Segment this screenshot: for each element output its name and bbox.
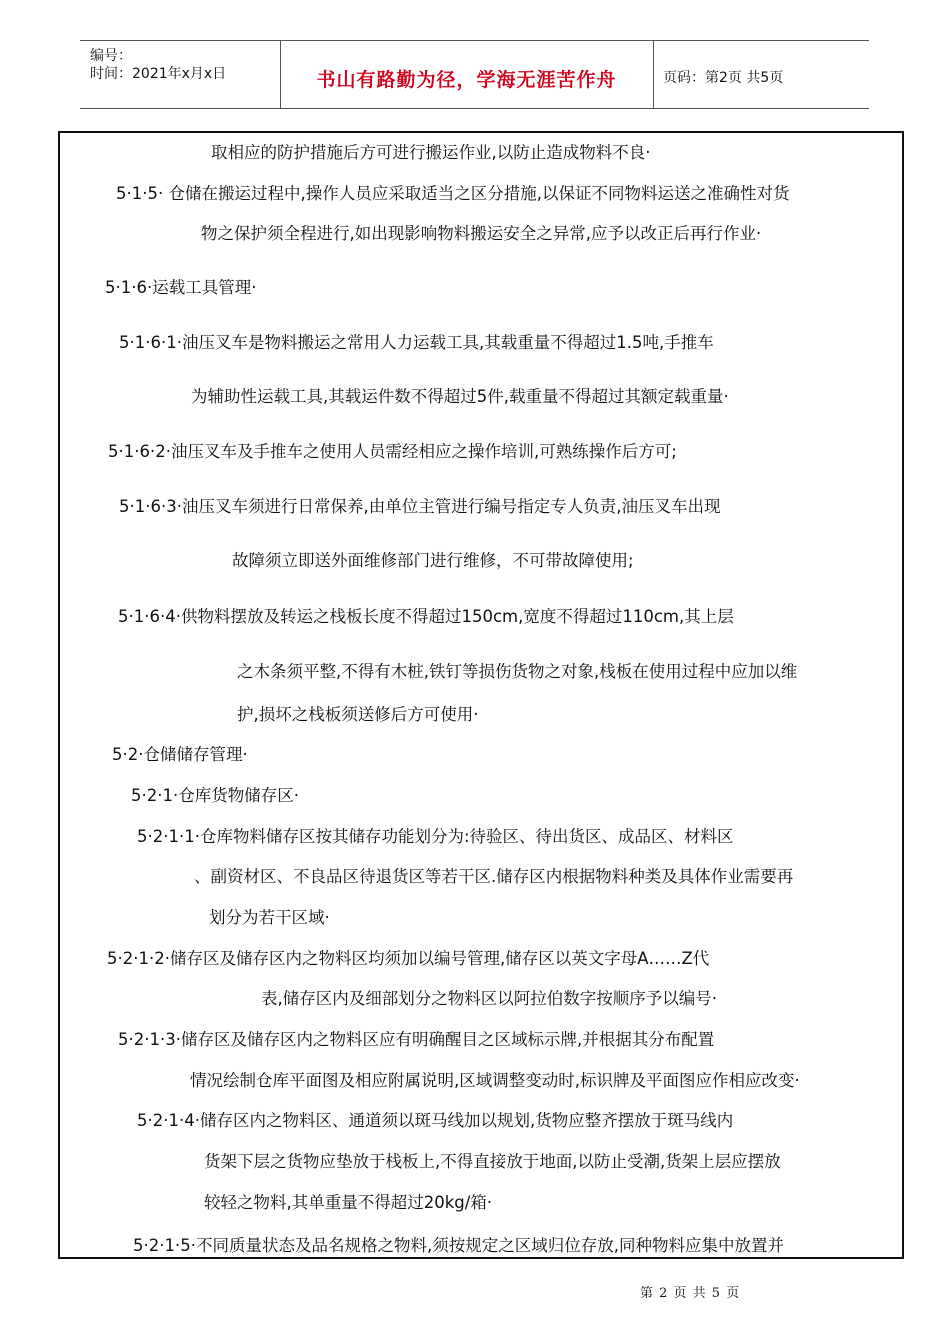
body-line: 物之保护须全程进行,如出现影响物料搬运安全之异常,应予以改正后再行作业· [201, 224, 762, 243]
body-line: 为辅助性运载工具,其载运件数不得超过5件,载重量不得超过其额定载重量· [191, 387, 729, 406]
body-line: 5·1·6·4·供物料摆放及转运之栈板长度不得超过150cm,宽度不得超过110cm,其上层 [118, 607, 734, 626]
page-footer: 第 2 页 共 5 页 [640, 1286, 741, 1301]
header-page-cell [653, 41, 869, 108]
body-line: 取相应的防护措施后方可进行搬运作业,以防止造成物料不良· [211, 143, 651, 162]
header-motto-cell [280, 41, 654, 108]
body-line: 5·2·1·3·储存区及储存区内之物料区应有明确醒目之区域标示牌,并根据其分布配置 [118, 1030, 715, 1049]
body-line: 5·1·6·2·油压叉车及手推车之使用人员需经相应之操作培训,可熟练操作后方可; [108, 442, 677, 461]
body-line: 较轻之物料,其单重量不得超过20kg/箱· [204, 1193, 493, 1212]
body-line: 护,损坏之栈板须送修后方可使用· [237, 705, 479, 724]
subsection-heading: 5·2·1·仓库货物储存区· [131, 786, 299, 805]
body-line: 5·2·1·4·储存区内之物料区、通道须以斑马线加以规划,货物应整齐摆放于斑马线内 [137, 1111, 734, 1130]
body-line: 5·1·6·运载工具管理· [105, 278, 257, 297]
body-line: 5·1·6·1·油压叉车是物料搬运之常用人力运载工具,其载重量不得超过1.5吨,手推车 [119, 333, 714, 352]
document-number-label: 编号： [90, 48, 132, 64]
body-line: 情况绘制仓库平面图及相应附属说明,区域调整变动时,标识牌及平面图应作相应改变· [190, 1071, 800, 1090]
section-heading: 5·2·仓储储存管理· [112, 745, 248, 764]
document-header [80, 40, 869, 109]
body-line: 故障须立即送外面维修部门进行维修，不可带故障使用; [232, 551, 634, 570]
body-line: 5·2·1·2·储存区及储存区内之物料区均须加以编号管理,储存区以英文字母A……Z代 [107, 949, 710, 968]
body-line: 5·1·5· 仓储在搬运过程中,操作人员应采取适当之区分措施,以保证不同物料运送之准确性对货 [116, 184, 790, 203]
body-line: 表,储存区内及细部划分之物料区以阿拉伯数字按顺序予以编号· [261, 989, 717, 1008]
header-motto: 书山有路勤为径，学海无涯苦作舟 [316, 69, 617, 91]
body-line: 5·1·6·3·油压叉车须进行日常保养,由单位主管进行编号指定专人负责,油压叉车出现 [119, 497, 721, 516]
body-line: 之木条须平整,不得有木桩,铁钉等损伤货物之对象,栈板在使用过程中应加以维 [237, 662, 798, 681]
body-line: 5·2·1·1·仓库物料储存区按其储存功能划分为:待验区、待出货区、成品区、材料区 [137, 827, 734, 846]
header-page-label: 页码：第2页 共5页 [663, 70, 784, 86]
header-info-cell [80, 41, 281, 108]
document-time-label: 时间：2021年x月x日 [90, 66, 227, 82]
body-line: 5·2·1·5·不同质量状态及品名规格之物料,须按规定之区域归位存放,同种物料应集中放置并 [133, 1236, 784, 1255]
body-line: 货架下层之货物应垫放于栈板上,不得直接放于地面,以防止受潮,货架上层应摆放 [204, 1152, 781, 1171]
body-line: 、副资材区、不良品区待退货区等若干区.储存区内根据物料种类及具体作业需要再 [194, 867, 794, 886]
body-line: 划分为若干区域· [209, 908, 330, 927]
